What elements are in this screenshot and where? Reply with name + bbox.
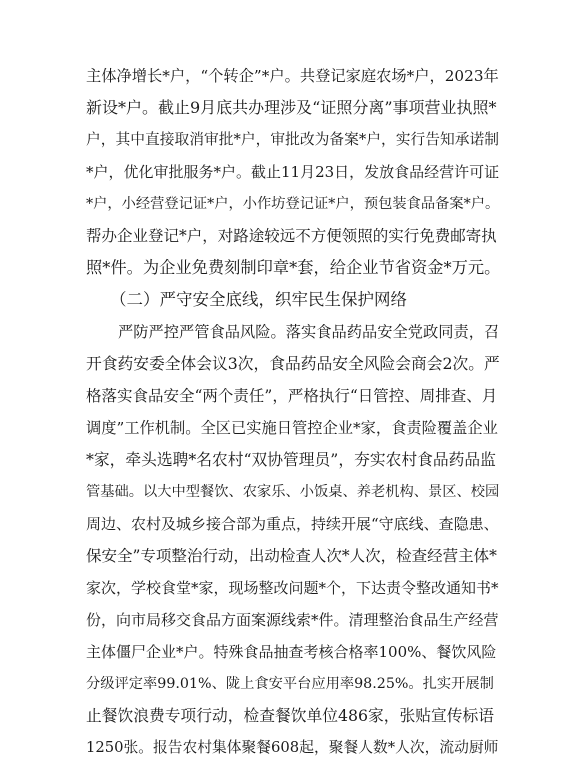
para2-line-10: 份，向市局移交食品方面案源线索*件。清理整治食品生产经营	[86, 611, 499, 629]
para2-line-6: 管基础。以大中型餐饮、农家乐、小饭桌、养老机构、景区、校园	[86, 484, 500, 500]
section-heading: （二）严守安全底线，织牢民生保护网络	[110, 290, 407, 309]
para1-line-5: *户，小经营登记证*户，小作坊登记证*户，预包装食品备案*户。	[86, 196, 500, 212]
para1-line-3: 户，其中直接取消审批*户，审批改为备案*户，实行告知承诺制	[86, 131, 499, 148]
para2-line-12: 分级评定率99.01%、陇上食安平台应用率98.25%。扎实开展制	[86, 676, 494, 692]
para2-line-11: 主体僵尸企业*户。特殊食品抽查考核合格率100%、餐饮风险	[86, 643, 497, 661]
para2-line-1: 严防严控严管食品风险。落实食品药品安全党政同责，召	[118, 323, 500, 341]
para2-line-4: 调度”工作机制。全区已实施日管控企业*家，食责险覆盖企业	[86, 419, 498, 437]
para1-line-2: 新设*户。截止9月底共办理涉及“证照分离”事项营业执照*	[86, 98, 497, 117]
para2-line-7: 周边、农村及城乡接合部为重点，持续开展“守底线、查隐患、	[86, 515, 499, 533]
para1-line-1: 主体净增长*户，“个转企”*户。共登记家庭农场*户，2023年	[86, 67, 499, 85]
para1-line-6: 帮办企业登记*户，对路途较远不方便领照的实行免费邮寄执	[86, 227, 497, 245]
para2-line-9: 家次，学校食堂*家，现场整改问题*个，下达责令整改通知书*	[86, 579, 499, 597]
para2-line-13: 止餐饮浪费专项行动，检查餐饮单位486家，张贴宣传标语	[86, 706, 495, 725]
para1-line-7: 照*件。为企业免费刻制印章*套，给企业节省资金*万元。	[86, 258, 501, 277]
para2-line-2: 开食药安委全体会议3次，食品药品安全风险会商会2次。严	[86, 354, 500, 373]
para1-line-4: *户，优化审批服务*户。截止11月23日，发放食品经营许可证	[86, 163, 500, 181]
para2-line-3: 格落实食品安全“两个责任”，严格执行“日管控、周排查、月	[86, 387, 498, 405]
para2-line-5: *家，牵头选聘*名农村“双协管理员”，夯实农村食品药品监	[86, 450, 496, 469]
para2-line-8: 保安全”专项整治行动，出动检查人次*人次，检查经营主体*	[86, 547, 497, 565]
para2-line-14: 1250张。报告农村集体聚餐608起，聚餐人数*人次，流动厨师	[86, 739, 499, 756]
